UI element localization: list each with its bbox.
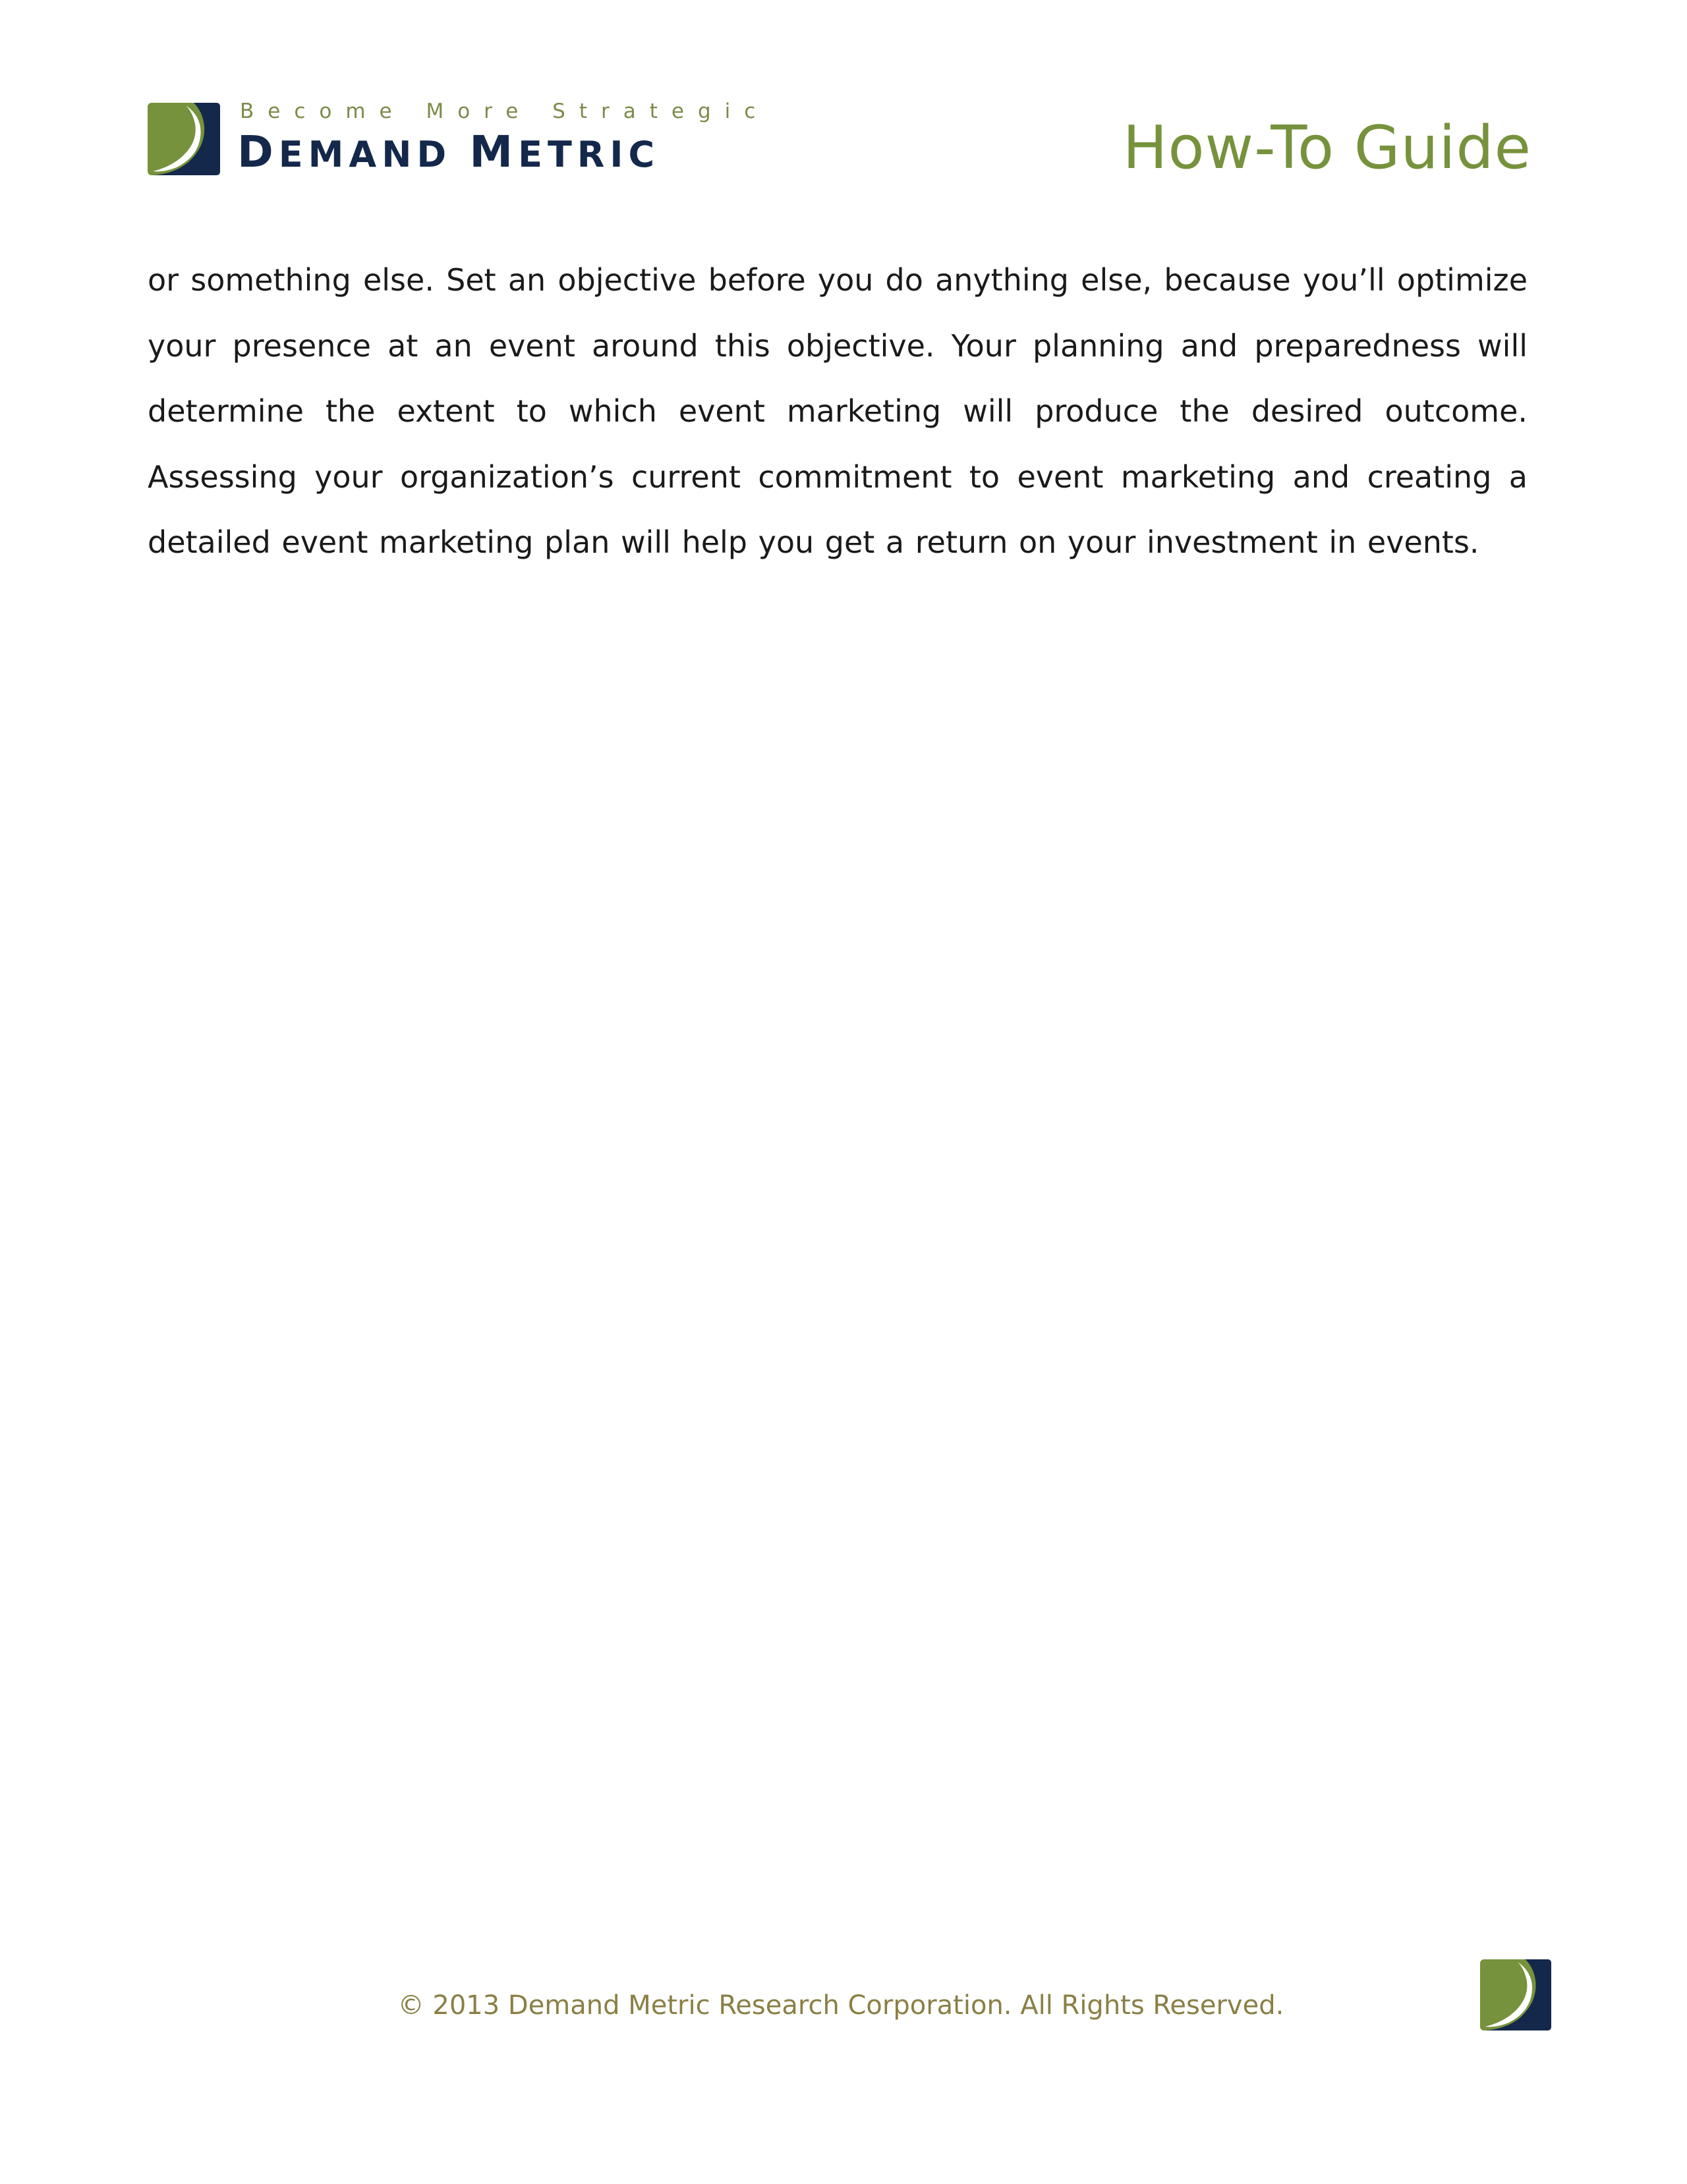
brand-name-rest-1: EMAND bbox=[278, 134, 452, 175]
body-paragraph: or something else. Set an objective before you do anything else, because you’ll optimize your presence at an event around this objective. Your planning and preparedness will determine the extent to which event marketing will produce the desired outcome. Assessing your organization’s current commitment to event marketing and creating a detailed event marketing plan will help you get a return on your investment in events. bbox=[148, 262, 1528, 560]
footer-copyright bbox=[0, 1992, 1687, 2019]
brand-wordmark bbox=[237, 99, 896, 184]
brand-name-initial-2: M bbox=[469, 126, 519, 177]
demand-metric-logo-icon bbox=[148, 103, 220, 175]
page-header bbox=[148, 99, 1531, 198]
copyright-text: © 2013 Demand Metric Research Corporation. All Rights Reserved. bbox=[397, 1990, 1284, 2021]
brand-name-initial-1: D bbox=[237, 126, 279, 177]
brand-name bbox=[237, 126, 660, 177]
brand-name-rest-2: ETRIC bbox=[518, 134, 660, 175]
demand-metric-logo-icon bbox=[1480, 1959, 1551, 2030]
brand-tagline: Become More Strategic bbox=[240, 99, 770, 123]
document-type-title: How-To Guide bbox=[1122, 113, 1531, 182]
